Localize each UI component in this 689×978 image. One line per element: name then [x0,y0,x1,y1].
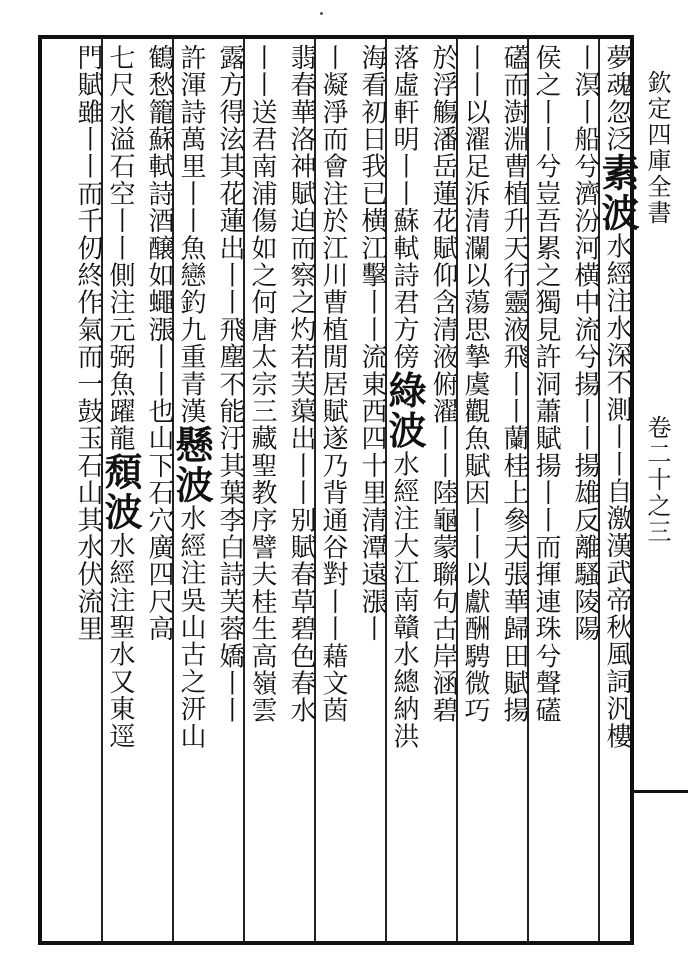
column-text: 露方得泫其花蓮出丨丨飛塵不能汙其葉李白詩芙蓉嬌丨丨 [215,44,245,724]
column-text: 於浮觴潘岳蓮花賦仰含清液俯濯丨丨陸龜蒙聯句古岸涵碧 [428,44,458,724]
text-column [357,44,387,939]
text-column [428,44,458,939]
text-column [570,44,600,939]
headword: 懸波 [169,424,214,505]
column-text: 翡春華洛神賦迫而察之灼若芙蕖出丨丨别賦春草碧色春水 [286,44,316,724]
column-text: 礚而澍淵曹植升天行靈液飛丨丨蘭桂上參天張華歸田賦揚 [499,44,529,724]
book-title: 欽定四庫全書 [643,70,671,226]
column-text: 丨溟丨 [570,44,600,126]
column-text: 丨丨以濯足泝清瀾以蕩思摯虞觀魚賦因丨丨以獻酬騁微巧 [460,44,490,724]
text-column [382,44,427,939]
column-text: 丨凝淨而會注於江川曹植閒居賦遂乃背通谷對丨丨藉文茵 [318,44,348,724]
column-text: 水經注大江南贛水總納洪 [389,450,419,750]
column-text: 流東西四十里清潭遠漲丨 [357,343,387,643]
column-text: 鶴愁籠蘇軾詩酒醸如蠅漲丨丨 [144,44,174,398]
column-text: 水經注聖水又東逕 [105,532,135,750]
headword: 綠波 [382,370,427,451]
column-text: 海看初日我已横江擊丨丨 [357,44,387,344]
column-text: 水經注水深不測丨丨自激漢武帝秋風詞汎樓 [602,232,632,750]
column-text: 許渾詩萬里丨丨魚戀釣九重青漢 [176,44,206,425]
headword: 頹波 [98,452,143,532]
text-column [144,44,174,939]
column-text: 侯之丨丨兮豈吾累之獨見許洞蕭賦揚丨丨而揮連珠兮聲礚 [531,44,561,724]
text-column [460,44,490,939]
column-text: 落虛軒明丨丨蘇軾詩君方傍 [389,44,419,371]
column-text: 玉石山其水伏流里 [73,424,103,643]
column-text: 夢魂忽泛 [602,44,632,153]
text-column [499,44,529,939]
text-column [215,44,245,939]
column-text: 水經注吳山古之汧山 [176,504,206,750]
fishtail-mark [632,790,688,793]
text-column [169,44,214,939]
column-text: 也山下石穴廣四尺高 [144,397,174,643]
text-column [286,44,316,939]
text-column [595,44,640,939]
text-column [73,44,103,939]
column-text: 船兮濟汾河横中流兮揚丨丨揚雄反離騷陵陽 [570,125,600,643]
chapter-label: 卷二十之三 [643,415,671,545]
page-dot [320,12,323,15]
column-text: 七尺水溢石空丨丨側注元弼魚躍龍 [105,44,135,452]
margin-banner [640,70,684,950]
text-column [531,44,561,939]
text-column [318,44,348,939]
text-column [98,44,143,939]
column-text: 丨丨送君南浦傷如之何唐太宗三藏聖教序譬夫桂生高嶺雲 [247,44,277,724]
column-text: 門賦雖丨丨而千仞終作氣而一鼓 [73,44,103,425]
text-column [247,44,277,939]
headword: 素波 [595,152,640,233]
